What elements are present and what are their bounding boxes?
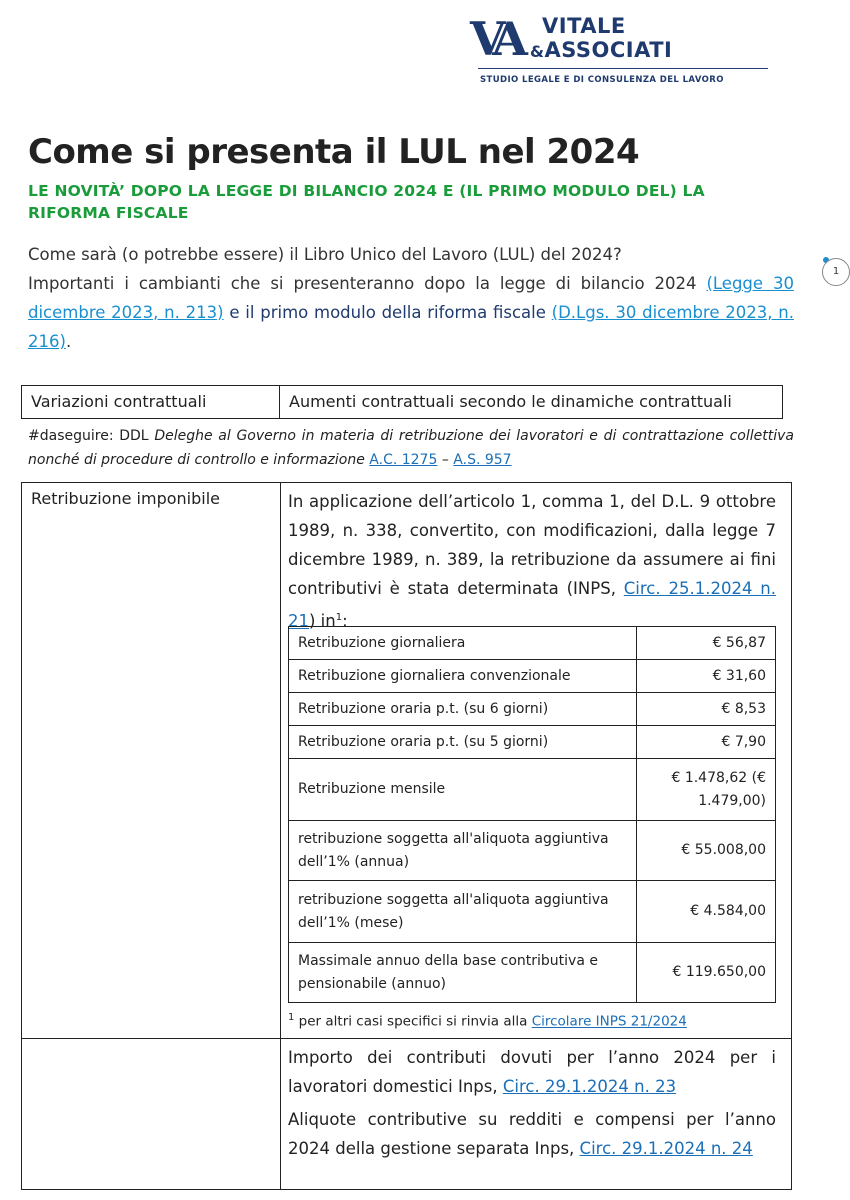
retribution-values-table bbox=[288, 626, 776, 1003]
logo-firm-name-line1: VITALE bbox=[542, 14, 626, 38]
logo-divider bbox=[478, 68, 768, 69]
table-row: Retribuzione oraria p.t. (su 5 giorni) € 7,90 bbox=[289, 726, 776, 759]
ac-1275-link[interactable]: A.C. 1275 bbox=[369, 452, 438, 468]
retribution-table bbox=[21, 482, 792, 1190]
logo-monogram: VA bbox=[470, 12, 518, 66]
circ-24-link[interactable]: Circ. 29.1.2024 n. 24 bbox=[579, 1139, 753, 1158]
table-row: Massimale annuo della base contributiva e pensionabile (annuo) € 119.650,00 bbox=[289, 943, 776, 1003]
table1-value: Aumenti contrattuali secondo le dinamiche contrattuali bbox=[289, 392, 732, 411]
domestic-workers-paragraph: Importo dei contributi dovuti per l’anno 2024 per i lavoratori domestici Inps, Circ. 29.1.2024 n. 23 bbox=[288, 1048, 776, 1096]
table2-row-divider bbox=[22, 1038, 791, 1039]
table-row: Retribuzione mensile € 1.478,62 (€ 1.479,00) bbox=[289, 759, 776, 821]
ddl-note: #daseguire: DDL Deleghe al Governo in materia di retribuzione dei lavoratori e di contrattazione collettiva nonché di procedure di controllo e informazione A.C. 1275 – A.S. 957 bbox=[28, 428, 794, 468]
dlgs-link[interactable]: (D.Lgs. 30 dicembre 2023, n. 216) bbox=[28, 303, 794, 351]
table-row: Retribuzione giornaliera convenzionale € 31,60 bbox=[289, 660, 776, 693]
table-row: retribuzione soggetta all'aliquota aggiuntiva dell’1% (annua) € 55.008,00 bbox=[289, 821, 776, 881]
footnote: $^1$ per altri casi specifici si rinvia alla Circolare INPS 21/2024 bbox=[288, 1012, 687, 1030]
page-subtitle: LE NOVITÀ’ DOPO LA LEGGE DI BILANCIO 2024 E (IL PRIMO MODULO DEL) LA RIFORMA FISCALE bbox=[28, 182, 705, 222]
logo-firm-name-line2: &ASSOCIATI bbox=[530, 38, 673, 62]
logo-tagline: STUDIO LEGALE E DI CONSULENZA DEL LAVORO bbox=[480, 75, 724, 85]
circ-23-link[interactable]: Circ. 29.1.2024 n. 23 bbox=[502, 1077, 677, 1096]
intro-question: Come sarà (o potrebbe essere) il Libro Unico del Lavoro (LUL) del 2024? bbox=[28, 245, 622, 264]
circolare-inps-link[interactable]: Circolare INPS 21/2024 bbox=[531, 1013, 687, 1030]
intro-section bbox=[28, 240, 794, 356]
page-title: Come si presenta il LUL nel 2024 bbox=[28, 132, 640, 172]
contributions-section bbox=[288, 1043, 776, 1167]
as-957-link[interactable]: A.S. 957 bbox=[453, 452, 512, 468]
legge-bilancio-link[interactable]: (Legge 30 dicembre 2023, n. 213) bbox=[28, 274, 794, 322]
table2-column-divider bbox=[280, 483, 281, 1189]
firm-logo bbox=[470, 8, 770, 88]
circ-21-link[interactable]: Circ. 25.1.2024 n. 21 bbox=[288, 579, 776, 631]
table1-label: Variazioni contrattuali bbox=[22, 386, 280, 418]
table-row: Retribuzione giornaliera € 56,87 bbox=[289, 627, 776, 660]
comment-marker[interactable]: 1 bbox=[822, 258, 850, 286]
contract-variations-table bbox=[21, 385, 783, 419]
separate-management-paragraph: Aliquote contributive su redditi e compensi per l’anno 2024 della gestione separata Inps, Circ. 29.1.2024 n. 24 bbox=[288, 1110, 776, 1158]
retribution-paragraph: In applicazione dell’articolo 1, comma 1, del D.L. 9 ottobre 1989, n. 338, convertito, con modificazioni, dalla legge 7 dicembre 1989, n. 389, la retribuzione da assumere ai fini contributivi è stata determinata (INPS, Circ. 25.1.2024 n. 21) $in^1$: bbox=[288, 492, 776, 631]
table-row: retribuzione soggetta all'aliquota aggiuntiva dell’1% (mese) € 4.584,00 bbox=[289, 881, 776, 943]
intro-paragraph: Importanti i cambianti che si presenteranno dopo la legge di bilancio 2024 (Legge 30 dicembre 2023, n. 213) e il primo modulo della riforma fiscale (D.Lgs. 30 dicembre 2023, n. 216). bbox=[28, 274, 794, 351]
table-row: Retribuzione oraria p.t. (su 6 giorni) € 8,53 bbox=[289, 693, 776, 726]
table2-label: Retribuzione imponibile bbox=[31, 489, 220, 508]
